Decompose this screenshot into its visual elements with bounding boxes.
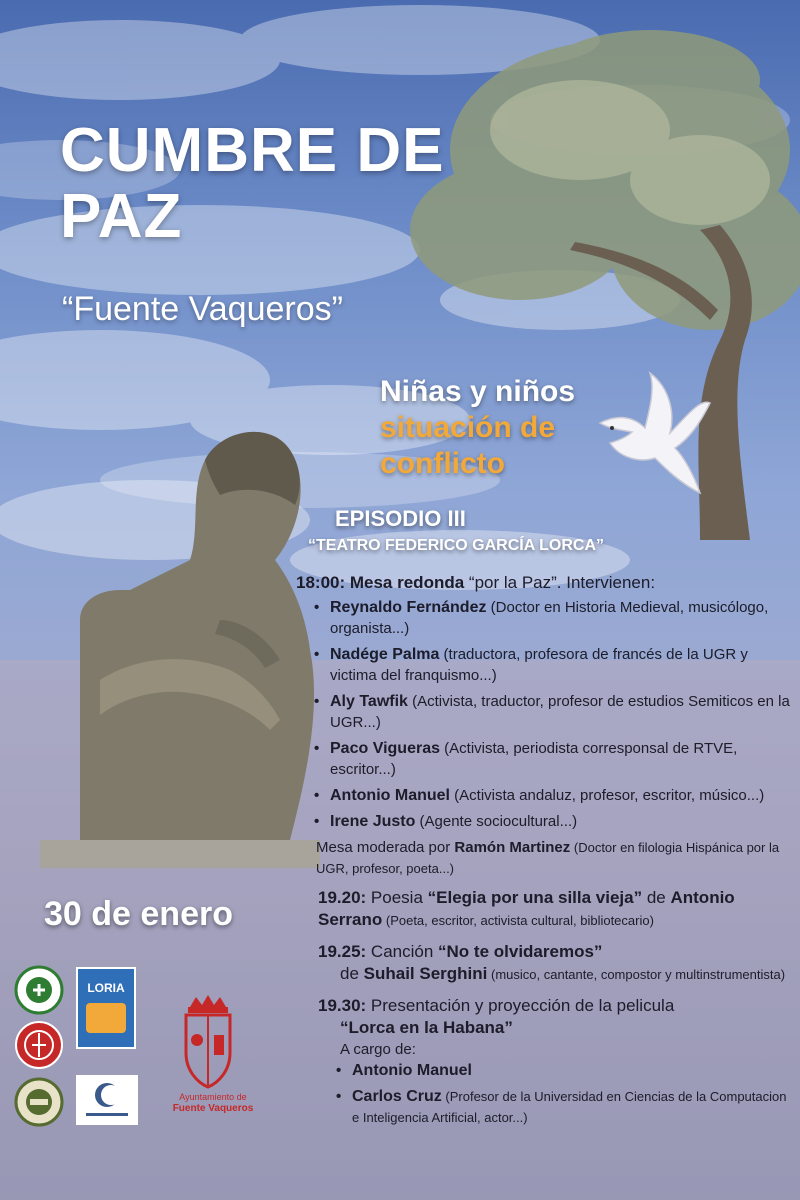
theme-line-2: situación de — [380, 411, 556, 444]
presenter-name: Carlos Cruz — [352, 1088, 442, 1105]
speaker-item — [296, 644, 792, 686]
moderator-name: Ramón Martinez — [454, 839, 571, 856]
speaker-name: Paco Vigueras — [330, 740, 440, 757]
book-title: LORIA — [87, 981, 125, 995]
speaker-item — [296, 785, 792, 806]
film-title — [318, 1017, 792, 1039]
council-line-2: Fuente Vaqueros — [172, 1103, 254, 1114]
theme-line-3: conflicto — [380, 447, 505, 480]
item-time: 19.25: — [318, 942, 367, 961]
item-title-a: “Elegia por una — [427, 888, 558, 907]
speaker-item — [296, 811, 792, 832]
program-item-poetry — [296, 887, 792, 931]
speaker-desc: (Activista, traductor, profesor de estudios Semiticos en la UGR...) — [330, 693, 790, 731]
program-item-song — [296, 941, 792, 985]
item-title-c: ” — [633, 888, 643, 907]
speaker-name: Aly Tawfik — [330, 693, 408, 710]
program-schedule — [296, 572, 792, 1138]
item-author: Suhail Serghini — [363, 964, 488, 983]
presenter-item — [318, 1060, 792, 1081]
item-type: Poesia — [366, 888, 428, 907]
item-author-line — [318, 963, 792, 985]
moderator-desc: (Doctor en filologia Hispánica por la UGR, profesor, poeta...) — [316, 840, 780, 876]
association-logo-red — [14, 1020, 64, 1070]
book-cover-logo — [76, 967, 136, 1049]
council-line-1: Ayuntamiento de — [179, 1092, 247, 1102]
episode-label: EPISODIO III — [335, 506, 466, 531]
theme-line-1: Niñas y niños — [380, 375, 576, 408]
item-type: Presentación y proyección de la pelicula — [366, 996, 675, 1015]
comunicacion-logo — [76, 1075, 138, 1125]
event-date: 30 de enero — [44, 895, 233, 933]
speaker-desc: (Agente sociocultural...) — [415, 813, 578, 830]
item-de: de — [340, 964, 364, 983]
theme-block — [380, 374, 575, 482]
item-desc: (musico, cantante, compostor y multinstrumentista) — [487, 967, 786, 982]
item-de: de — [642, 888, 671, 907]
venue-label: “TEATRO FEDERICO GARCÍA LORCA” — [308, 537, 604, 554]
title-line-1: CUMBRE DE — [60, 116, 445, 185]
association-logo-green — [14, 965, 64, 1015]
speaker-item — [296, 691, 792, 733]
item-title-b: silla vieja — [558, 888, 634, 907]
item-time: 19.30: — [318, 996, 367, 1015]
program-head — [296, 572, 792, 593]
moderator-prefix: Mesa moderada por — [316, 839, 455, 856]
speaker-desc: (Doctor en Historia Medieval, musicólogo, organista...) — [330, 599, 769, 637]
film-title-text: “Lorca en la Habana” — [340, 1018, 513, 1037]
speaker-name: Reynaldo Fernández — [330, 599, 487, 616]
poster-subtitle: “Fuente Vaqueros” — [62, 290, 343, 328]
presenter-item — [318, 1086, 792, 1128]
program-head-time: 18:00: Mesa redonda — [296, 573, 465, 592]
item-type: Canción — [366, 942, 439, 961]
speaker-name: Antonio Manuel — [330, 787, 450, 804]
association-logo-olive — [14, 1077, 64, 1127]
presenter-desc: (Profesor de la Universidad en Ciencias de la Computacion e Inteligencia Artificial, actor...) — [352, 1089, 787, 1125]
presenter-name: Antonio Manuel — [352, 1062, 472, 1079]
council-name — [158, 1092, 268, 1114]
speaker-name: Nadége Palma — [330, 646, 440, 663]
film-cargo: A cargo de: — [340, 1041, 416, 1058]
item-desc: (Poeta, escritor, activista cultural, bibliotecario) — [382, 913, 654, 928]
poster-title — [60, 118, 444, 250]
item-title: “No te olvidaremos” — [438, 942, 603, 961]
speaker-name: Irene Justo — [330, 813, 416, 830]
speaker-item — [296, 738, 792, 780]
lorca-statue-illustration — [40, 420, 330, 870]
dove-icon — [590, 368, 720, 498]
crescent-icon — [76, 1075, 138, 1125]
speaker-desc: (Activista, periodista corresponsal de RTVE, escritor...) — [330, 740, 738, 778]
speaker-desc: (Activista andaluz, profesor, escritor, músico...) — [449, 787, 765, 804]
speaker-desc: (traductora, profesora de francés de la UGR y victima del franquismo...) — [330, 646, 748, 684]
moderator-line — [296, 837, 792, 879]
program-head-rest: “por la Paz”. Intervienen: — [464, 573, 656, 592]
program-item-film — [296, 995, 792, 1128]
speaker-item — [296, 597, 792, 639]
item-time: 19.20: — [318, 888, 367, 907]
municipal-coat-of-arms-icon — [178, 995, 238, 1090]
item-author: Antonio Serrano — [318, 888, 735, 929]
title-line-2: PAZ — [60, 182, 183, 251]
